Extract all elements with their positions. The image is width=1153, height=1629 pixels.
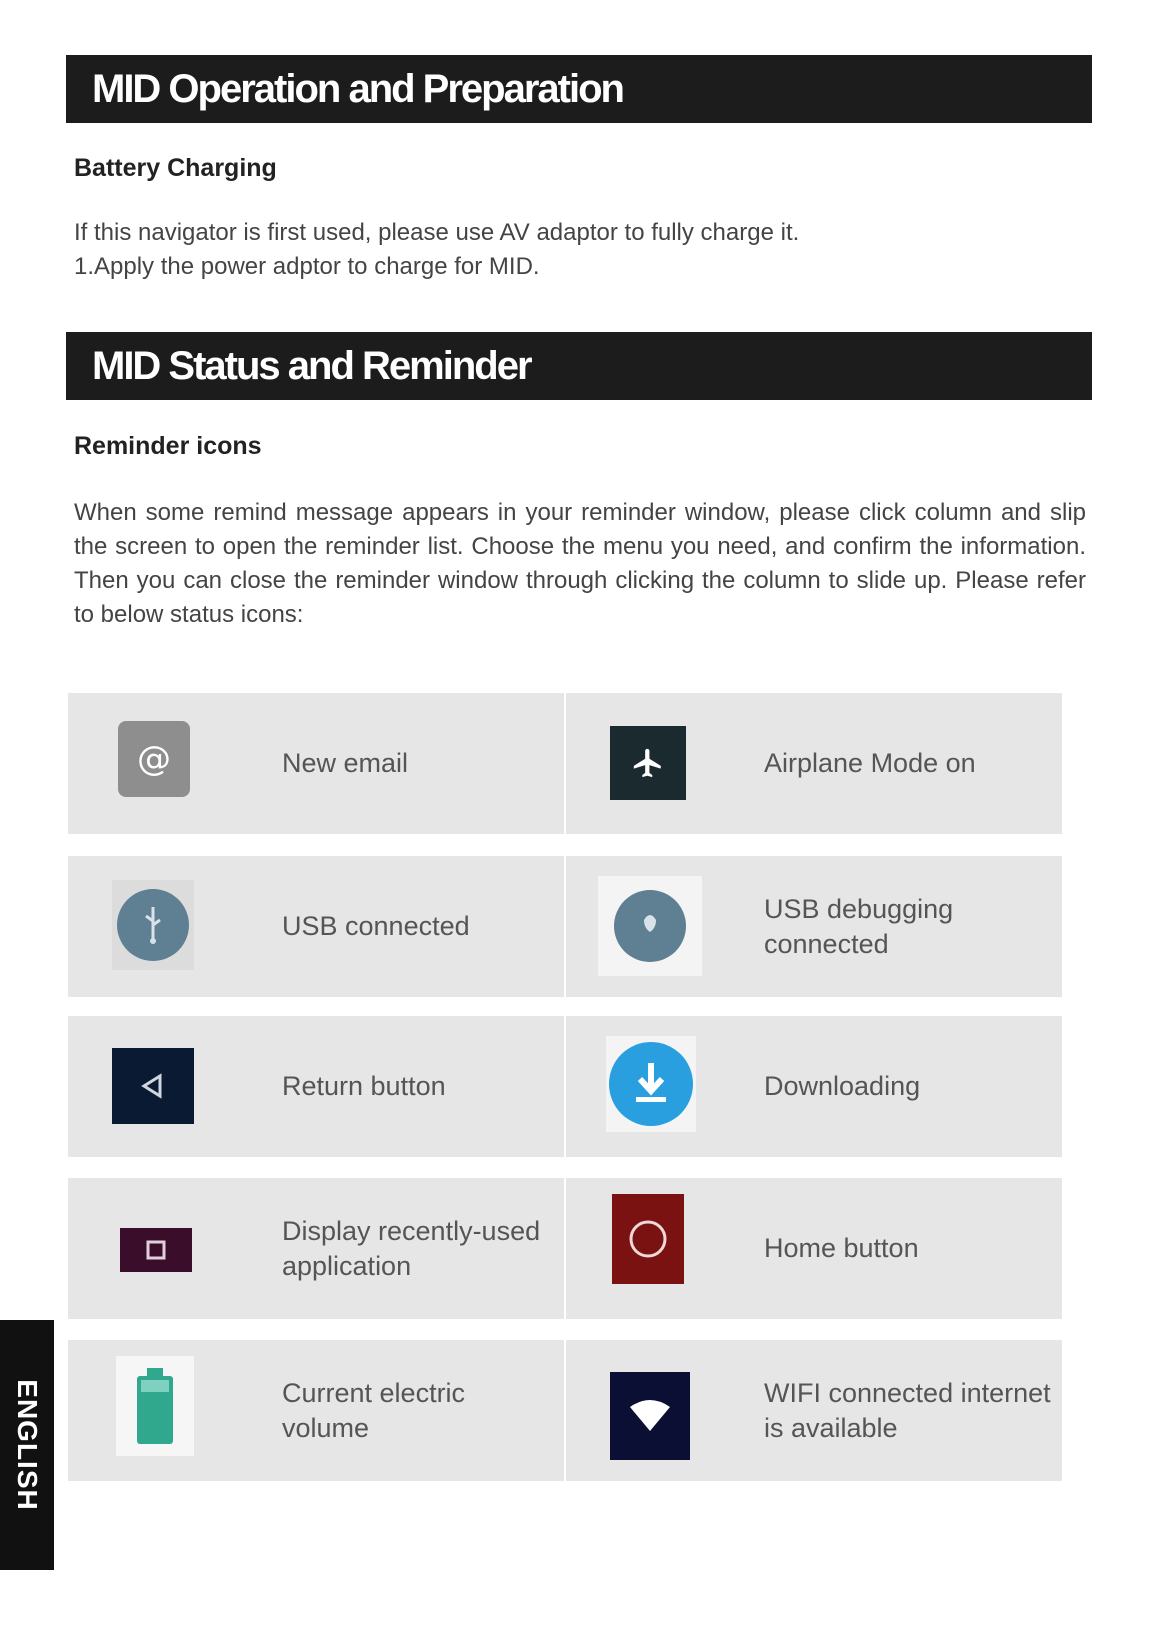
usb-icon (112, 880, 194, 970)
status-cell-recent-apps (68, 1178, 564, 1319)
battery-line-2: 1.Apply the power adptor to charge for MID. (74, 253, 540, 280)
status-cell-return (68, 1016, 564, 1157)
status-label: Display recently-used application (282, 1215, 541, 1281)
battery-charging-text (74, 216, 1084, 284)
reminder-paragraph: When some remind message appears in your reminder window, please click column and slip the screen to open the reminder list. Choose the menu you need, and confirm the information. Then you can close the reminder window through clicking the column to slide up. Please refer to below status icons: (74, 499, 1086, 628)
status-label: Downloading (764, 1071, 921, 1101)
section-header-operation: MID Operation and Preparation (66, 55, 1092, 123)
home-icon (612, 1194, 684, 1284)
battery-line-1: If this navigator is first used, please use AV adaptor to fully charge it. (74, 219, 800, 246)
status-cell-wifi (566, 1340, 1062, 1481)
status-label: Airplane Mode on (764, 748, 976, 778)
usb-debugging-icon (598, 876, 702, 976)
status-cell-usb-debugging (566, 856, 1062, 997)
status-label: Return button (282, 1071, 446, 1101)
language-tab-label: ENGLISH (12, 1379, 43, 1511)
status-cell-airplane (566, 693, 1062, 834)
status-cell-new-email (68, 693, 564, 834)
status-label: New email (282, 748, 409, 778)
status-cell-downloading (566, 1016, 1062, 1157)
reminder-icons-heading: Reminder icons (74, 432, 262, 460)
status-cell-usb (68, 856, 564, 997)
download-icon (606, 1036, 696, 1132)
status-label: USB connected (282, 911, 470, 941)
battery-charging-heading: Battery Charging (74, 154, 277, 182)
email-icon (118, 721, 190, 797)
airplane-icon (610, 726, 686, 800)
status-label: USB debugging connected (764, 893, 954, 959)
status-label: WIFI connected internet is available (764, 1377, 1051, 1443)
battery-icon (116, 1356, 194, 1456)
back-icon (112, 1048, 194, 1124)
wifi-icon (610, 1372, 690, 1460)
status-label: Current electric volume (282, 1377, 466, 1443)
svg-text:@: @ (137, 739, 171, 779)
recent-apps-icon (120, 1228, 192, 1272)
status-label: Home button (764, 1233, 919, 1263)
section-header-status: MID Status and Reminder (66, 332, 1092, 400)
language-tab (0, 1320, 54, 1570)
status-cell-battery (68, 1340, 564, 1481)
status-cell-home (566, 1178, 1062, 1319)
